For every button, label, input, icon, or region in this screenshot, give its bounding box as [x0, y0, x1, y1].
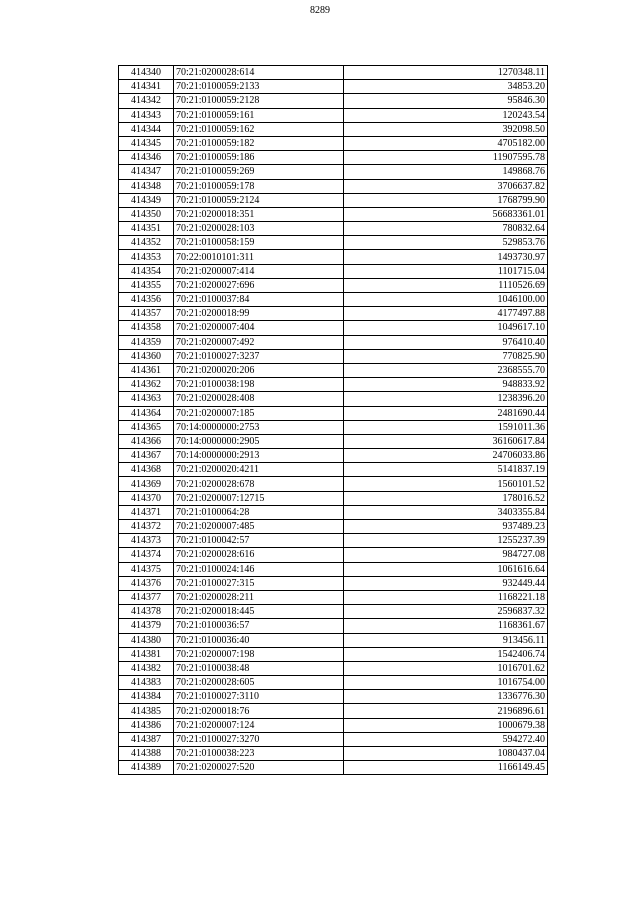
value-cell: 24706033.86 — [344, 449, 548, 463]
value-cell: 1255237.39 — [344, 534, 548, 548]
table-row — [119, 562, 548, 576]
cadastral-number-cell: 70:21:0100037:84 — [174, 293, 344, 307]
row-number-cell: 414350 — [119, 207, 174, 221]
row-number-cell: 414347 — [119, 165, 174, 179]
table-row — [119, 151, 548, 165]
cadastral-number-cell: 70:21:0100059:178 — [174, 179, 344, 193]
registry-table — [118, 65, 548, 775]
cadastral-number-cell: 70:21:0100064:28 — [174, 505, 344, 519]
cadastral-number-cell: 70:21:0100042:57 — [174, 534, 344, 548]
table-row — [119, 576, 548, 590]
table-row — [119, 321, 548, 335]
cadastral-number-cell: 70:22:0010101:311 — [174, 250, 344, 264]
cadastral-number-cell: 70:21:0200007:124 — [174, 718, 344, 732]
table-row — [119, 250, 548, 264]
table-row — [119, 193, 548, 207]
value-cell: 95846.30 — [344, 94, 548, 108]
row-number-cell: 414380 — [119, 633, 174, 647]
table-row — [119, 520, 548, 534]
row-number-cell: 414343 — [119, 108, 174, 122]
cadastral-number-cell: 70:21:0100058:159 — [174, 236, 344, 250]
row-number-cell: 414361 — [119, 363, 174, 377]
table-row — [119, 293, 548, 307]
value-cell: 984727.08 — [344, 548, 548, 562]
value-cell: 2596837.32 — [344, 605, 548, 619]
table-row — [119, 761, 548, 775]
table-row — [119, 94, 548, 108]
cadastral-number-cell: 70:21:0200028:605 — [174, 676, 344, 690]
table-row — [119, 108, 548, 122]
table-row — [119, 633, 548, 647]
value-cell: 3706637.82 — [344, 179, 548, 193]
table-row — [119, 363, 548, 377]
cadastral-number-cell: 70:14:0000000:2913 — [174, 449, 344, 463]
cadastral-number-cell: 70:21:0100059:161 — [174, 108, 344, 122]
table-row — [119, 307, 548, 321]
table-row — [119, 80, 548, 94]
row-number-cell: 414385 — [119, 704, 174, 718]
row-number-cell: 414357 — [119, 307, 174, 321]
cadastral-number-cell: 70:21:0100027:315 — [174, 576, 344, 590]
cadastral-number-cell: 70:21:0200007:485 — [174, 520, 344, 534]
value-cell: 1768799.90 — [344, 193, 548, 207]
value-cell: 932449.44 — [344, 576, 548, 590]
table-row — [119, 449, 548, 463]
value-cell: 1046100.00 — [344, 293, 548, 307]
table-row — [119, 463, 548, 477]
value-cell: 2481690.44 — [344, 406, 548, 420]
table-row — [119, 661, 548, 675]
cadastral-number-cell: 70:21:0200007:198 — [174, 647, 344, 661]
cadastral-number-cell: 70:21:0100038:223 — [174, 747, 344, 761]
table-row — [119, 534, 548, 548]
row-number-cell: 414341 — [119, 80, 174, 94]
table-row — [119, 747, 548, 761]
cadastral-number-cell: 70:21:0200020:206 — [174, 363, 344, 377]
value-cell: 178016.52 — [344, 491, 548, 505]
cadastral-number-cell: 70:21:0200007:185 — [174, 406, 344, 420]
value-cell: 1110526.69 — [344, 278, 548, 292]
cadastral-number-cell: 70:21:0100059:162 — [174, 122, 344, 136]
table-row — [119, 420, 548, 434]
cadastral-number-cell: 70:14:0000000:2753 — [174, 420, 344, 434]
row-number-cell: 414382 — [119, 661, 174, 675]
row-number-cell: 414359 — [119, 335, 174, 349]
row-number-cell: 414378 — [119, 605, 174, 619]
row-number-cell: 414352 — [119, 236, 174, 250]
cadastral-number-cell: 70:21:0100027:3110 — [174, 690, 344, 704]
value-cell: 11907595.78 — [344, 151, 548, 165]
table-row — [119, 122, 548, 136]
row-number-cell: 414384 — [119, 690, 174, 704]
row-number-cell: 414346 — [119, 151, 174, 165]
row-number-cell: 414364 — [119, 406, 174, 420]
row-number-cell: 414386 — [119, 718, 174, 732]
value-cell: 1168361.67 — [344, 619, 548, 633]
value-cell: 594272.40 — [344, 732, 548, 746]
cadastral-number-cell: 70:21:0200028:103 — [174, 222, 344, 236]
row-number-cell: 414375 — [119, 562, 174, 576]
cadastral-number-cell: 70:21:0200028:616 — [174, 548, 344, 562]
value-cell: 1560101.52 — [344, 477, 548, 491]
cadastral-number-cell: 70:21:0100059:186 — [174, 151, 344, 165]
value-cell: 392098.50 — [344, 122, 548, 136]
table-row — [119, 392, 548, 406]
value-cell: 770825.90 — [344, 349, 548, 363]
value-cell: 3403355.84 — [344, 505, 548, 519]
value-cell: 780832.64 — [344, 222, 548, 236]
table-row — [119, 690, 548, 704]
row-number-cell: 414373 — [119, 534, 174, 548]
value-cell: 1493730.97 — [344, 250, 548, 264]
table-row — [119, 704, 548, 718]
cadastral-number-cell: 70:21:0100059:2128 — [174, 94, 344, 108]
row-number-cell: 414360 — [119, 349, 174, 363]
value-cell: 120243.54 — [344, 108, 548, 122]
value-cell: 1542406.74 — [344, 647, 548, 661]
value-cell: 948833.92 — [344, 378, 548, 392]
table-row — [119, 676, 548, 690]
value-cell: 1000679.38 — [344, 718, 548, 732]
cadastral-number-cell: 70:21:0100059:182 — [174, 136, 344, 150]
table-row — [119, 349, 548, 363]
cadastral-number-cell: 70:21:0200028:211 — [174, 590, 344, 604]
value-cell: 4705182.00 — [344, 136, 548, 150]
cadastral-number-cell: 70:21:0100024:146 — [174, 562, 344, 576]
value-cell: 2368555.70 — [344, 363, 548, 377]
table-row — [119, 605, 548, 619]
value-cell: 34853.20 — [344, 80, 548, 94]
cadastral-number-cell: 70:21:0200007:492 — [174, 335, 344, 349]
table-row — [119, 66, 548, 80]
row-number-cell: 414379 — [119, 619, 174, 633]
value-cell: 1049617.10 — [344, 321, 548, 335]
value-cell: 1270348.11 — [344, 66, 548, 80]
value-cell: 1061616.64 — [344, 562, 548, 576]
page-number: 8289 — [310, 5, 330, 16]
row-number-cell: 414383 — [119, 676, 174, 690]
row-number-cell: 414371 — [119, 505, 174, 519]
row-number-cell: 414366 — [119, 434, 174, 448]
cadastral-number-cell: 70:21:0200007:404 — [174, 321, 344, 335]
cadastral-number-cell: 70:14:0000000:2905 — [174, 434, 344, 448]
table-row — [119, 264, 548, 278]
value-cell: 1336776.30 — [344, 690, 548, 704]
row-number-cell: 414344 — [119, 122, 174, 136]
table-row — [119, 434, 548, 448]
value-cell: 1016701.62 — [344, 661, 548, 675]
table-row — [119, 136, 548, 150]
cadastral-number-cell: 70:21:0200020:4211 — [174, 463, 344, 477]
value-cell: 1101715.04 — [344, 264, 548, 278]
row-number-cell: 414369 — [119, 477, 174, 491]
row-number-cell: 414340 — [119, 66, 174, 80]
registry-table-body — [119, 66, 548, 775]
cadastral-number-cell: 70:21:0100027:3270 — [174, 732, 344, 746]
value-cell: 1080437.04 — [344, 747, 548, 761]
table-row — [119, 491, 548, 505]
row-number-cell: 414345 — [119, 136, 174, 150]
row-number-cell: 414367 — [119, 449, 174, 463]
value-cell: 937489.23 — [344, 520, 548, 534]
table-row — [119, 590, 548, 604]
cadastral-number-cell: 70:21:0200028:678 — [174, 477, 344, 491]
row-number-cell: 414365 — [119, 420, 174, 434]
row-number-cell: 414381 — [119, 647, 174, 661]
row-number-cell: 414353 — [119, 250, 174, 264]
cadastral-number-cell: 70:21:0100059:2133 — [174, 80, 344, 94]
value-cell: 1168221.18 — [344, 590, 548, 604]
table-row — [119, 718, 548, 732]
row-number-cell: 414342 — [119, 94, 174, 108]
table-row — [119, 732, 548, 746]
cadastral-number-cell: 70:21:0200028:614 — [174, 66, 344, 80]
cadastral-number-cell: 70:21:0100027:3237 — [174, 349, 344, 363]
table-row — [119, 505, 548, 519]
row-number-cell: 414358 — [119, 321, 174, 335]
value-cell: 529853.76 — [344, 236, 548, 250]
row-number-cell: 414363 — [119, 392, 174, 406]
cadastral-number-cell: 70:21:0200027:696 — [174, 278, 344, 292]
table-row — [119, 278, 548, 292]
table-row — [119, 222, 548, 236]
row-number-cell: 414349 — [119, 193, 174, 207]
cadastral-number-cell: 70:21:0100036:57 — [174, 619, 344, 633]
cadastral-number-cell: 70:21:0200018:351 — [174, 207, 344, 221]
row-number-cell: 414348 — [119, 179, 174, 193]
table-row — [119, 619, 548, 633]
value-cell: 56683361.01 — [344, 207, 548, 221]
row-number-cell: 414351 — [119, 222, 174, 236]
row-number-cell: 414389 — [119, 761, 174, 775]
table-row — [119, 207, 548, 221]
value-cell: 1591011.36 — [344, 420, 548, 434]
row-number-cell: 414376 — [119, 576, 174, 590]
table-row — [119, 647, 548, 661]
cadastral-number-cell: 70:21:0200007:12715 — [174, 491, 344, 505]
value-cell: 36160617.84 — [344, 434, 548, 448]
value-cell: 913456.11 — [344, 633, 548, 647]
value-cell: 149868.76 — [344, 165, 548, 179]
cadastral-number-cell: 70:21:0100036:40 — [174, 633, 344, 647]
table-row — [119, 378, 548, 392]
value-cell: 1238396.20 — [344, 392, 548, 406]
cadastral-number-cell: 70:21:0200018:445 — [174, 605, 344, 619]
row-number-cell: 414377 — [119, 590, 174, 604]
row-number-cell: 414362 — [119, 378, 174, 392]
row-number-cell: 414370 — [119, 491, 174, 505]
value-cell: 2196896.61 — [344, 704, 548, 718]
table-row — [119, 335, 548, 349]
cadastral-number-cell: 70:21:0100038:48 — [174, 661, 344, 675]
cadastral-number-cell: 70:21:0100059:269 — [174, 165, 344, 179]
value-cell: 4177497.88 — [344, 307, 548, 321]
cadastral-number-cell: 70:21:0100059:2124 — [174, 193, 344, 207]
value-cell: 1166149.45 — [344, 761, 548, 775]
cadastral-number-cell: 70:21:0200018:99 — [174, 307, 344, 321]
table-row — [119, 406, 548, 420]
row-number-cell: 414368 — [119, 463, 174, 477]
table-row — [119, 179, 548, 193]
cadastral-number-cell: 70:21:0200027:520 — [174, 761, 344, 775]
row-number-cell: 414374 — [119, 548, 174, 562]
row-number-cell: 414355 — [119, 278, 174, 292]
table-row — [119, 165, 548, 179]
cadastral-number-cell: 70:21:0200028:408 — [174, 392, 344, 406]
table-row — [119, 477, 548, 491]
table-row — [119, 548, 548, 562]
row-number-cell: 414356 — [119, 293, 174, 307]
cadastral-number-cell: 70:21:0200007:414 — [174, 264, 344, 278]
row-number-cell: 414372 — [119, 520, 174, 534]
value-cell: 1016754.00 — [344, 676, 548, 690]
cadastral-number-cell: 70:21:0200018:76 — [174, 704, 344, 718]
cadastral-number-cell: 70:21:0100038:198 — [174, 378, 344, 392]
row-number-cell: 414387 — [119, 732, 174, 746]
value-cell: 5141837.19 — [344, 463, 548, 477]
value-cell: 976410.40 — [344, 335, 548, 349]
row-number-cell: 414354 — [119, 264, 174, 278]
row-number-cell: 414388 — [119, 747, 174, 761]
table-row — [119, 236, 548, 250]
